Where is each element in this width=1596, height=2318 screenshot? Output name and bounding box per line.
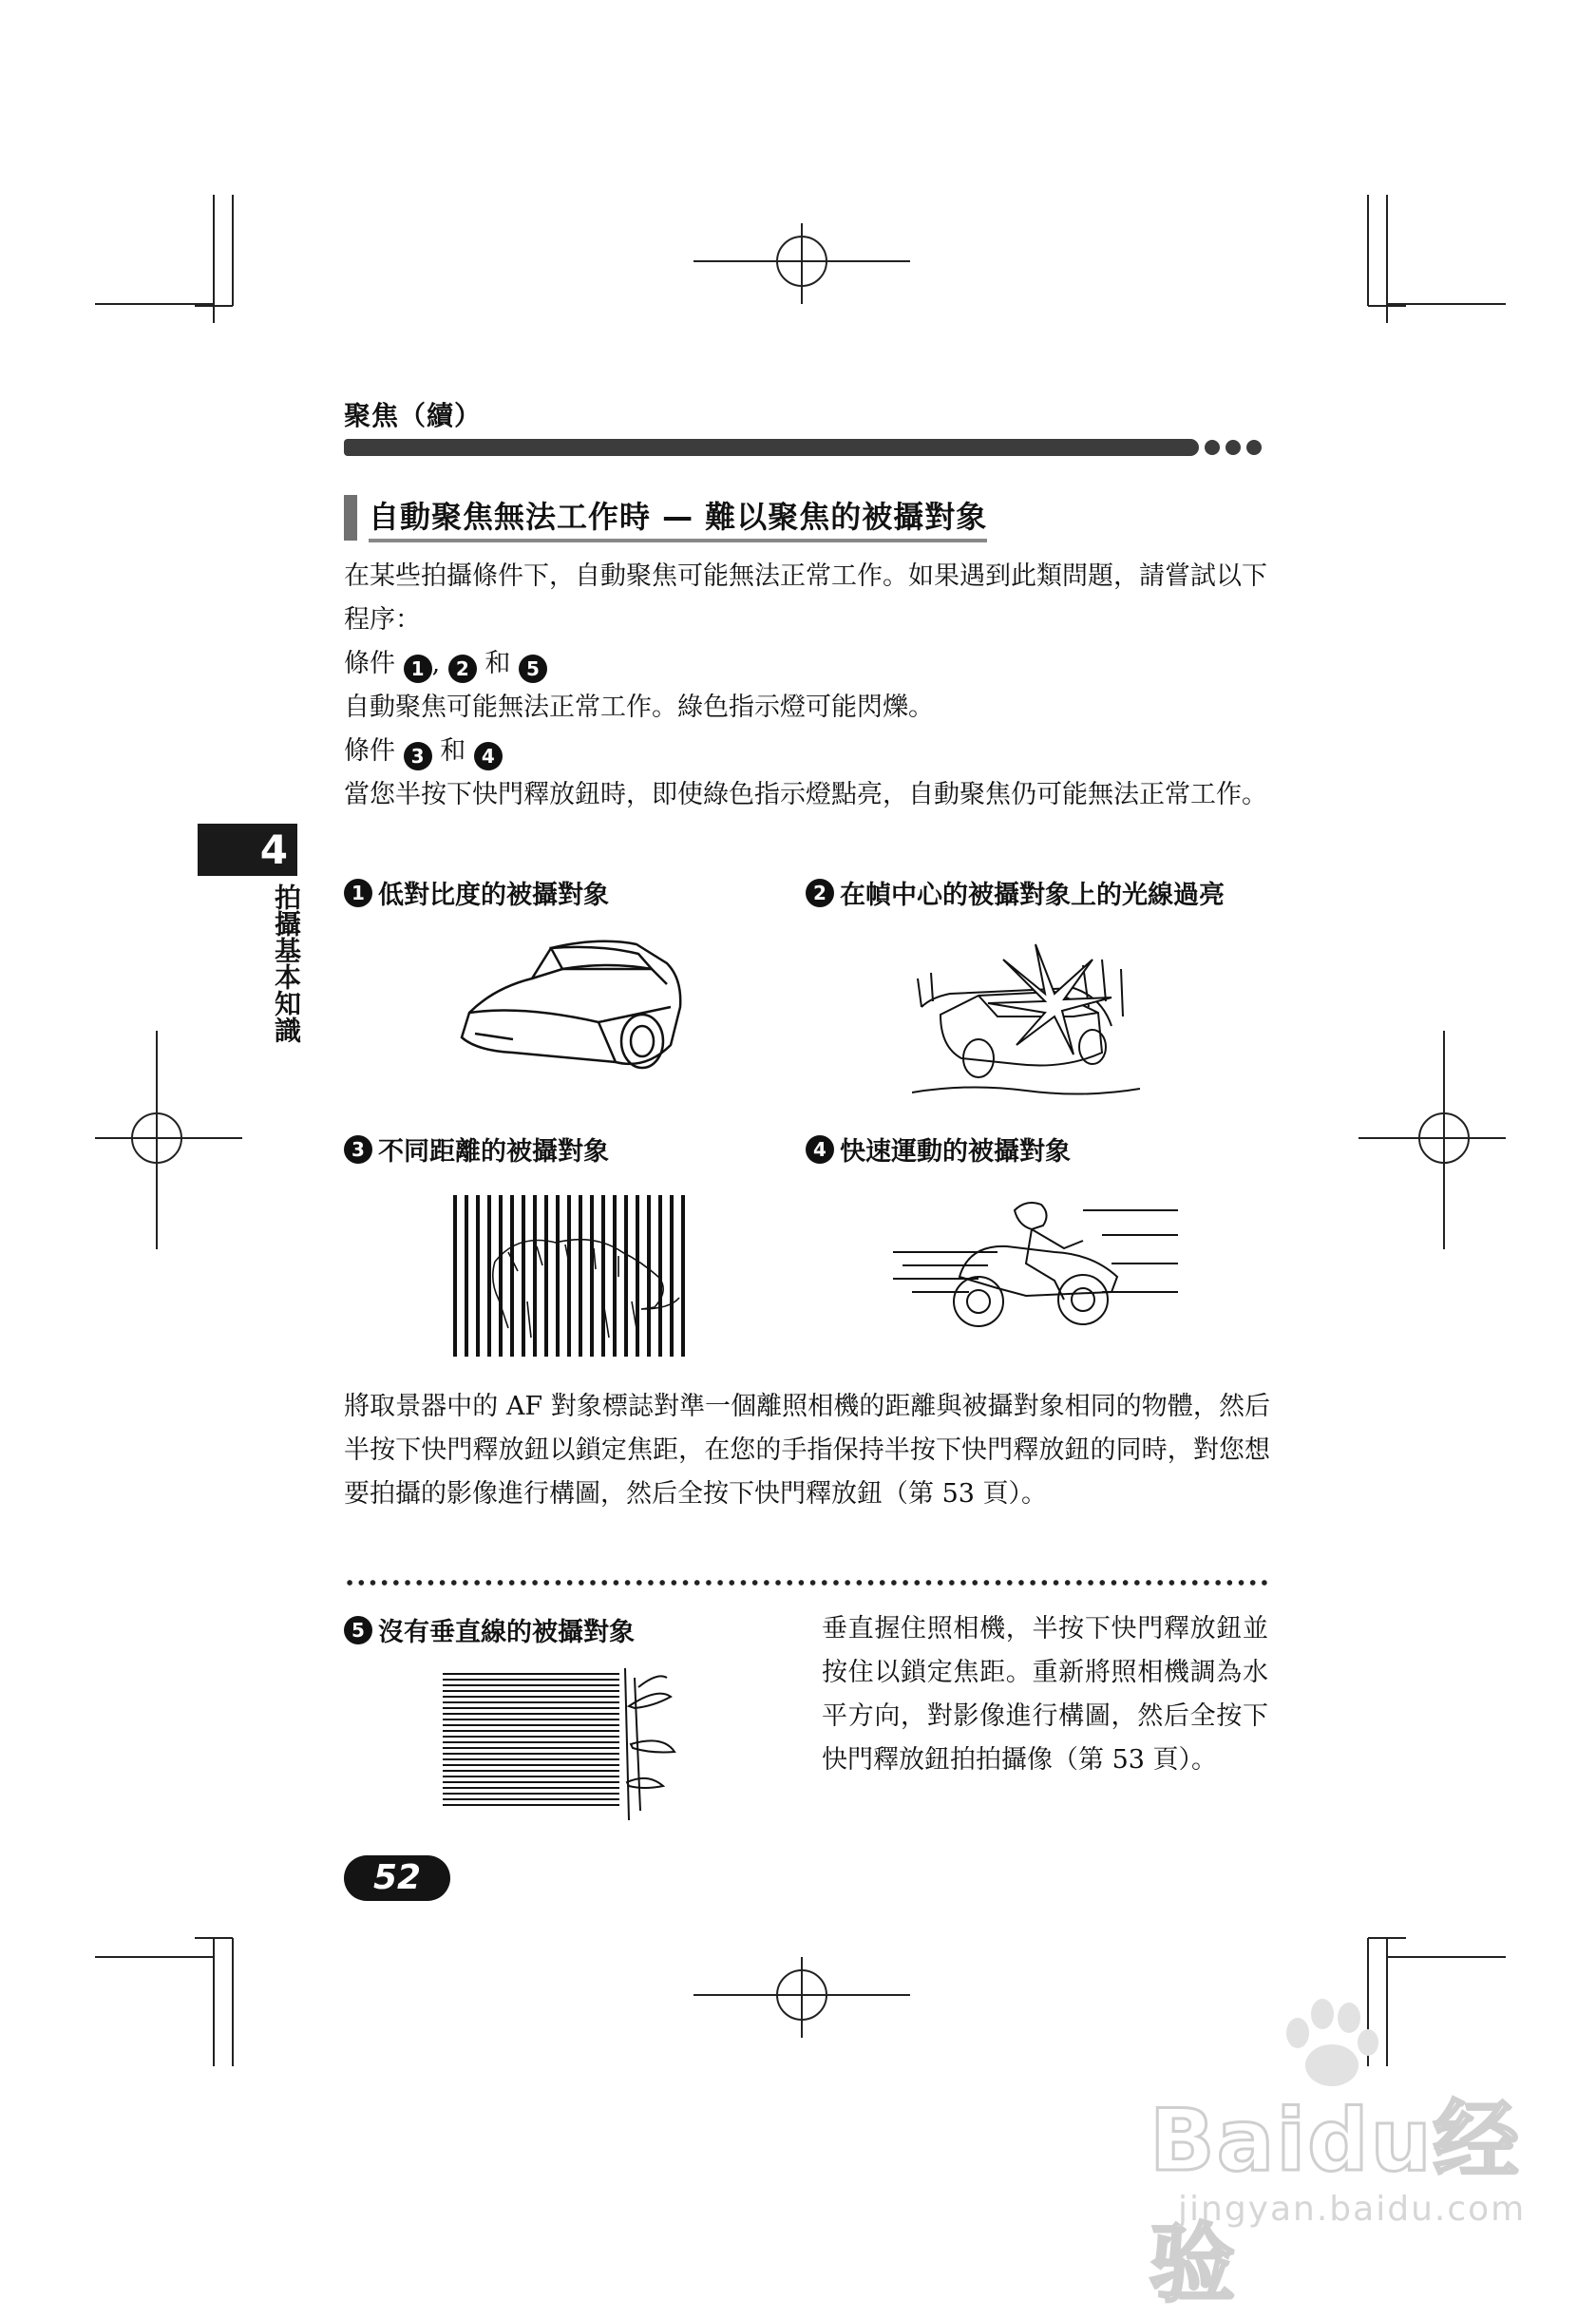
caption-text: 快速運動的被攝對象 — [840, 1137, 1071, 1167]
header-bar — [344, 439, 1199, 456]
intro-paragraph: 在某些拍攝條件下，自動聚焦可能無法正常工作。如果遇到此類問題，請嘗試以下程序： — [344, 561, 1267, 635]
condition-a-line — [344, 642, 1270, 686]
chapter-label: 拍攝基本知識 — [271, 884, 302, 1043]
motorcycle-illustration — [893, 1197, 1178, 1330]
intro-block — [344, 555, 1270, 817]
watermark — [1140, 1995, 1558, 2314]
caption-4 — [806, 1130, 1071, 1168]
condition-b-text: 當您半按下快門釋放鈕時，即使綠色指示燈點亮，自動聚焦仍可能無法正常工作。 — [344, 780, 1267, 809]
header-title: 聚焦（續） — [344, 400, 483, 431]
section-title: 自動聚焦無法工作時 — 難以聚焦的被攝對象 — [369, 493, 987, 542]
caption-5 — [344, 1611, 635, 1648]
and-word: 和 — [440, 736, 466, 766]
number-2-icon: 2 — [806, 879, 834, 907]
caption-text: 不同距離的被攝對象 — [378, 1137, 609, 1167]
caption-text: 低對比度的被攝對象 — [378, 881, 609, 910]
caption-2 — [806, 874, 1225, 911]
page-number: 52 — [344, 1855, 450, 1901]
caption-3 — [344, 1130, 609, 1168]
bright-light-car-illustration — [912, 940, 1140, 1102]
caption-text: 在幀中心的被攝對象上的光線過亮 — [840, 881, 1225, 910]
tiger-bars-illustration — [451, 1195, 689, 1357]
section-marker — [344, 495, 357, 541]
chapter-tab: 4 — [198, 824, 297, 876]
condition-label: 條件 — [344, 649, 395, 678]
instruction-paragraph: 將取景器中的 AF 對象標誌對準一個離照相機的距離與被攝對象相同的物體，然后半按下快門釋放鈕以鎖定焦距，在您的手指保持半按下快門釋放鈕的同時，對您想要拍攝的影像進行構圖，然后全按下快門釋放鈕（第 53 頁）。 — [344, 1392, 1270, 1509]
number-3-icon: 3 — [404, 742, 432, 770]
caption-text: 沒有垂直線的被攝對象 — [378, 1618, 635, 1647]
number-3-icon: 3 — [344, 1135, 372, 1164]
and-word: 和 — [484, 649, 511, 678]
dotted-divider — [344, 1579, 1270, 1586]
vertical-subject-paragraph: 垂直握住照相機，半按下快門釋放鈕並按住以鎖定焦距。重新將照相機調為水平方向，對影像進行構圖，然后全按下快門釋放鈕拍拍攝像（第 53 頁）。 — [822, 1614, 1268, 1775]
number-4-icon: 4 — [474, 742, 503, 770]
number-5-icon: 5 — [519, 655, 547, 683]
number-1-icon: 1 — [404, 655, 432, 683]
condition-label: 條件 — [344, 736, 395, 766]
separator: , — [431, 649, 441, 678]
watermark-brand: Baidu经验 — [1150, 2091, 1521, 2314]
condition-b-line — [344, 730, 1270, 773]
section-heading — [344, 494, 987, 542]
number-5-icon: 5 — [344, 1616, 372, 1644]
car-illustration — [456, 931, 684, 1083]
caption-1 — [344, 874, 609, 911]
watermark-url: jingyan.baidu.com — [1178, 2190, 1527, 2229]
horizontal-lines-illustration — [439, 1668, 676, 1820]
number-2-icon: 2 — [448, 655, 477, 683]
number-1-icon: 1 — [344, 879, 372, 907]
number-4-icon: 4 — [806, 1135, 834, 1164]
condition-a-text: 自動聚焦可能無法正常工作。綠色指示燈可能閃爍。 — [344, 693, 934, 722]
header-dots — [1205, 440, 1262, 455]
